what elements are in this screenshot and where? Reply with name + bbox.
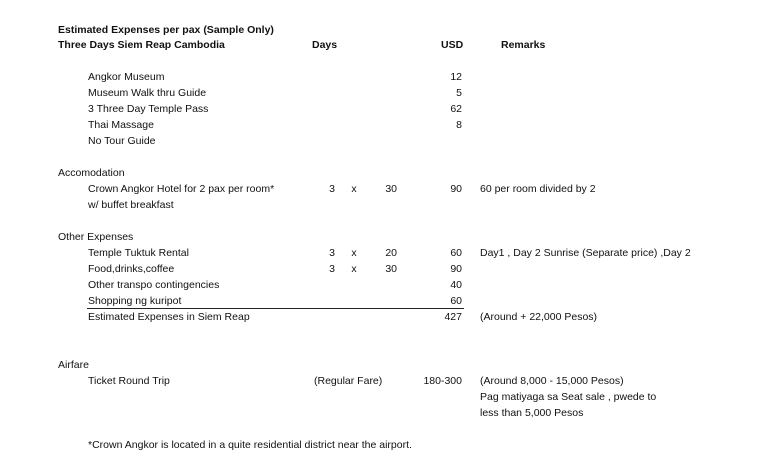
expense-label: Temple Tuktuk Rental	[88, 247, 189, 259]
column-header-remarks: Remarks	[501, 39, 546, 51]
airfare-remark: Pag matiyaga sa Seat sale , pwede to	[480, 391, 657, 403]
total-label: Estimated Expenses in Siem Reap	[88, 311, 250, 323]
document-title: Estimated Expenses per pax (Sample Only)	[58, 24, 274, 36]
activity-usd: 62	[450, 103, 462, 115]
expense-label: Food,drinks,coffee	[88, 263, 175, 275]
expense-label: Other transpo contingencies	[88, 279, 220, 291]
airfare-days: (Regular Fare)	[314, 375, 383, 387]
section-heading: Other Expenses	[58, 231, 134, 243]
expense-qty: 3	[329, 263, 335, 275]
expense-label: Shopping ng kuripot	[88, 295, 182, 307]
document-subtitle: Three Days Siem Reap Cambodia	[58, 39, 225, 51]
activity-usd: 8	[456, 119, 462, 131]
section-heading: Accomodation	[58, 167, 125, 179]
airfare-remark: less than 5,000 Pesos	[480, 407, 584, 419]
hotel-qty: 3	[329, 183, 335, 195]
total-usd: 427	[444, 311, 462, 323]
activity-usd: 12	[450, 71, 462, 83]
activity-label: No Tour Guide	[88, 135, 156, 147]
hotel-sublabel: w/ buffet breakfast	[88, 199, 174, 211]
expense-usd: 40	[450, 279, 462, 291]
airfare-usd: 180-300	[423, 375, 462, 387]
expense-usd: 90	[450, 263, 462, 275]
total-divider	[87, 308, 464, 309]
hotel-label: Crown Angkor Hotel for 2 pax per room*	[88, 183, 275, 195]
airfare-label: Ticket Round Trip	[88, 375, 170, 387]
expense-rate: 30	[385, 263, 397, 275]
hotel-usd: 90	[450, 183, 462, 195]
activity-label: Angkor Museum	[88, 71, 165, 83]
column-header-usd: USD	[441, 39, 464, 51]
total-remark: (Around + 22,000 Pesos)	[480, 311, 598, 323]
column-header-days: Days	[312, 39, 338, 51]
expense-remark: Day1 , Day 2 Sunrise (Separate price) ,Day 2	[480, 247, 691, 259]
hotel-remark: 60 per room divided by 2	[480, 183, 596, 195]
section-heading: Airfare	[58, 359, 89, 371]
multiply-sign: x	[351, 183, 357, 195]
activity-label: Thai Massage	[88, 119, 154, 131]
expense-usd: 60	[450, 247, 462, 259]
multiply-sign: x	[351, 263, 357, 275]
expense-usd: 60	[450, 295, 462, 307]
activity-label: 3 Three Day Temple Pass	[88, 103, 209, 115]
airfare-remark: (Around 8,000 - 15,000 Pesos)	[480, 375, 624, 387]
multiply-sign: x	[351, 247, 357, 259]
footnote: *Crown Angkor is located in a quite residential district near the airport.	[88, 439, 412, 451]
expense-qty: 3	[329, 247, 335, 259]
activity-label: Museum Walk thru Guide	[88, 87, 207, 99]
expense-rate: 20	[385, 247, 397, 259]
hotel-rate: 30	[385, 183, 397, 195]
activity-usd: 5	[456, 87, 462, 99]
